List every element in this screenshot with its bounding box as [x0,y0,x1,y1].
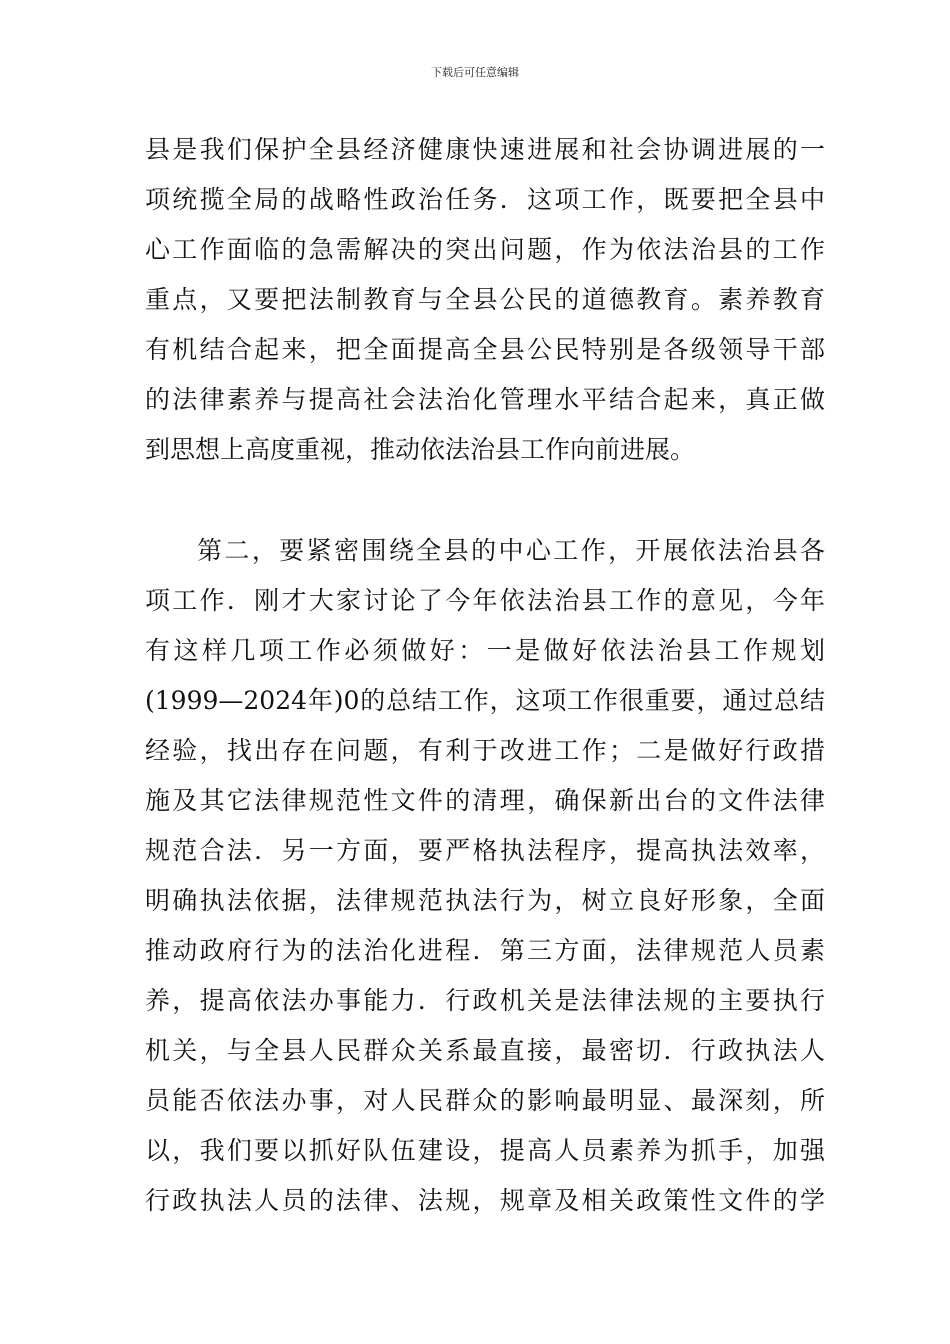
text-line: 的法律素养与提高社会法治化管理水平结合起来，真正做 [145,385,825,414]
text-line: 行政执法人员的法律、法规，规章及相关政策性文件的学 [145,1186,825,1215]
text-line: 县是我们保护全县经济健康快速进展和社会协调进展的一 [145,135,825,164]
text-line: 有这样几项工作必须做好：一是做好依法治县工作规划 [145,636,825,665]
text-line: 以，我们要以抓好队伍建设，提高人员素养为抓手，加强 [145,1136,825,1165]
text-line: 养，提高依法办事能力．行政机关是法律法规的主要执行 [145,986,825,1015]
text-line: 有机结合起来，把全面提高全县公民特别是各级领导干部 [145,335,825,364]
text-line: 推动政府行为的法治化进程．第三方面，法律规范人员素 [145,936,825,965]
text-line: 心工作面临的急需解决的突出问题，作为依法治县的工作 [145,235,825,264]
text-line: 第二，要紧密围绕全县的中心工作，开展依法治县各 [197,536,825,565]
text-line: 机关，与全县人民群众关系最直接，最密切．行政执法人 [145,1036,825,1065]
page-header: 下载后可任意编辑 [431,66,519,79]
text-line: 重点，又要把法制教育与全县公民的道德教育。素养教育 [145,285,825,314]
text-line: 经验，找出存在问题，有利于改进工作；二是做好行政措 [145,736,825,765]
text-line: 规范合法．另一方面，要严格执法程序，提高执法效率， [145,836,825,865]
text-line: 项统揽全局的战略性政治任务．这项工作，既要把全县中 [145,185,825,214]
paragraph-2 [145,526,825,1226]
paragraph-1 [145,125,825,475]
text-line: (1999—2024年)0的总结工作，这项工作很重要，通过总结 [145,686,825,715]
text-line: 项工作．刚才大家讨论了今年依法治县工作的意见，今年 [145,586,825,615]
text-line: 明确执法依据，法律规范执法行为，树立良好形象，全面 [145,886,825,915]
text-line: 到思想上高度重视，推动依法治县工作向前进展。 [145,435,696,464]
text-line: 施及其它法律规范性文件的清理，确保新出台的文件法律 [145,786,825,815]
text-line: 员能否依法办事，对人民群众的影响最明显、最深刻，所 [145,1086,825,1115]
